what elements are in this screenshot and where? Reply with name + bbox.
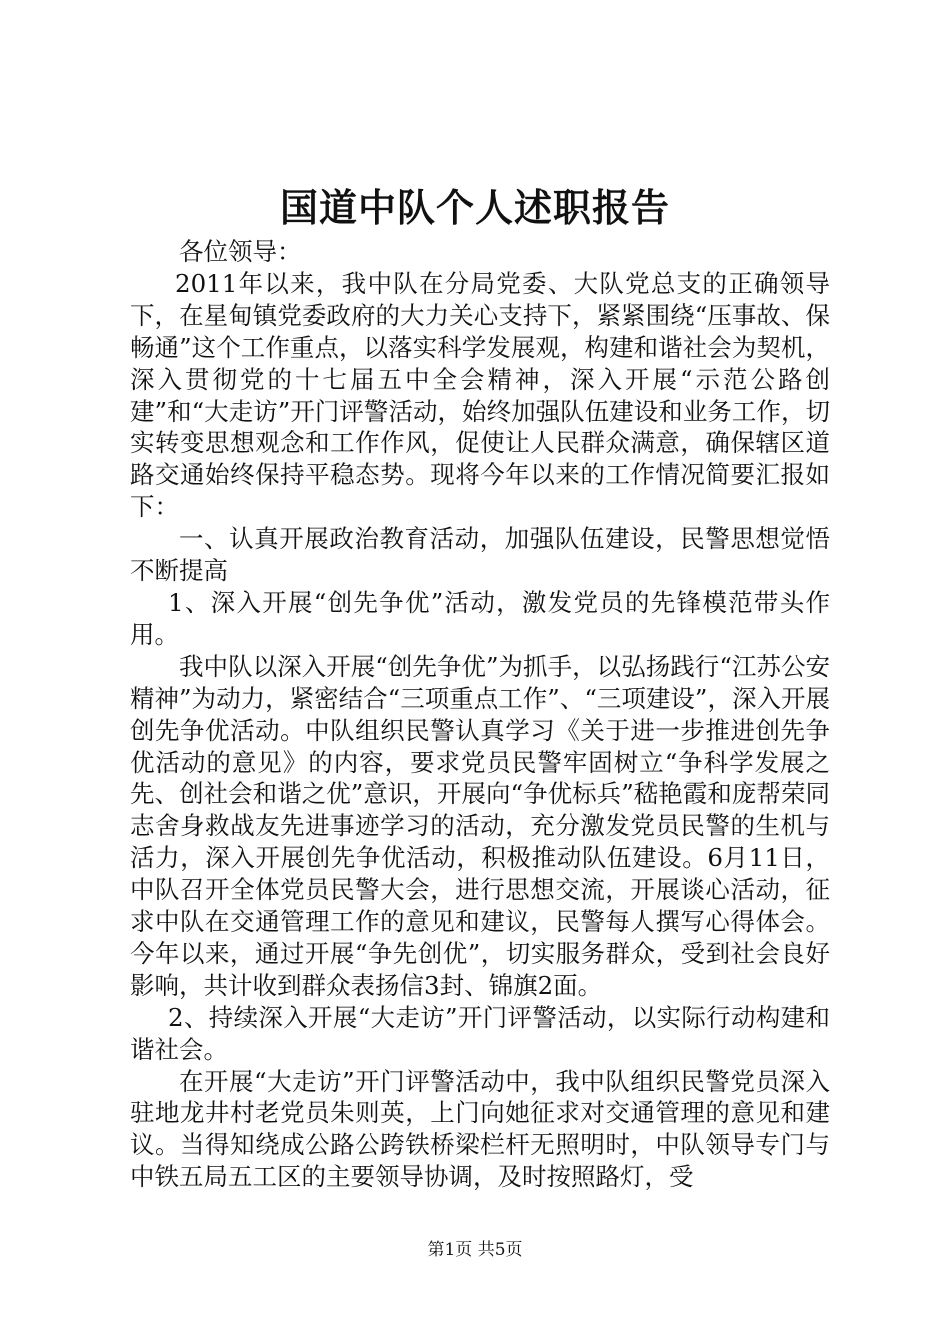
subheading-2: 2、持续深入开展“大走访”开门评警活动，以实际行动构建和谐社会。 — [130, 1002, 830, 1064]
salutation: 各位领导： — [179, 237, 302, 266]
document-title: 国道中队个人述职报告 — [279, 185, 670, 230]
paragraph-1: 我中队以深入开展“创先争优”为抓手，以弘扬践行“江苏公安精神”为动力，紧密结合“三项重点工作”、“三项建设”，深入开展创先争优活动。中队组织民警认真学习《关于进一步推进创先争优活动的意见》的内容，要求党员民警牢固树立“争科学发展之先、创社会和谐之优”意识，开展向“争优标兵”嵇艳霞和庞帮荣同志舍身救战友先进事迹学习的活动，充分激发党员民警的生机与活力，深入开展创先争优活动，积极推动队伍建设。6月11日，中队召开全体党员民警大会，进行思想交流，开展谈心活动，征求中队在交通管理工作的意见和建议，民警每人撰写心得体会。今年以来，通过开展“争先创优”，切实服务群众，受到社会良好影响，共计收到群众表扬信3封、锦旗2面。 — [130, 651, 830, 1000]
section-heading-1: 一、认真开展政治教育活动，加强队伍建设，民警思想觉悟不断提高 — [130, 524, 830, 586]
paragraph-2: 在开展“大走访”开门评警活动中，我中队组织民警党员深入驻地龙井村老党员朱则英，上门向她征求对交通管理的意见和建议。当得知绕成公路公跨铁桥梁栏杆无照明时，中队领导专门与中铁五局五工区的主要领导协调，及时按照路灯，受 — [130, 1066, 830, 1192]
paragraph-intro: 2011年以来，我中队在分局党委、大队党总支的正确领导下，在星甸镇党委政府的大力关心支持下，紧紧围绕“压事故、保畅通”这个工作重点，以落实科学发展观，构建和谐社会为契机，深入贯彻党的十七届五中全会精神，深入开展“示范公路创建”和“大走访”开门评警活动，始终加强队伍建设和业务工作，切实转变思想观念和工作作风，促使让人民群众满意，确保辖区道路交通始终保持平稳态势。现将今年以来的工作情况简要汇报如下： — [130, 268, 830, 522]
page-footer: 第1页 共5页 — [427, 1240, 523, 1260]
subheading-1: 1、深入开展“创先争优”活动，激发党员的先锋模范带头作用。 — [130, 587, 830, 649]
document-body — [130, 236, 830, 1193]
